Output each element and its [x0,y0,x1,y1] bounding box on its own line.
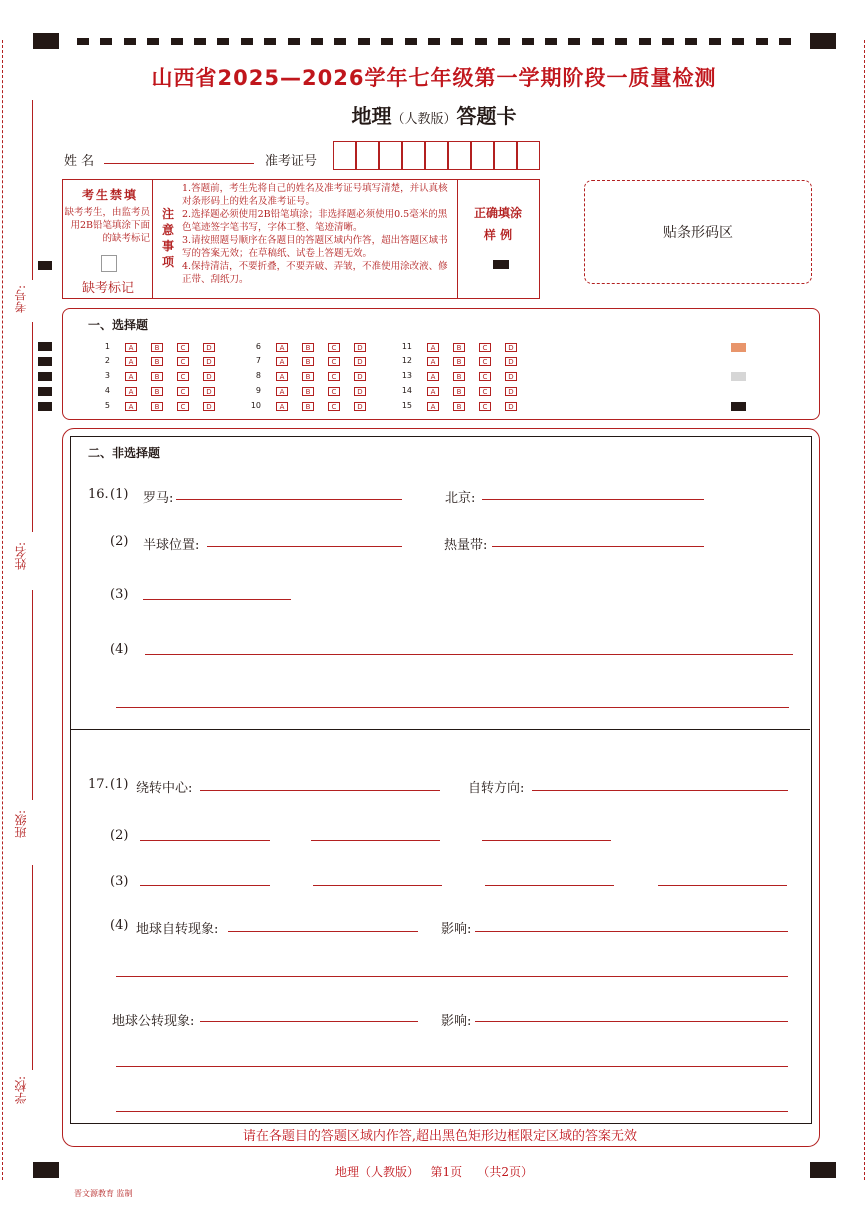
q16-rome-field[interactable] [176,499,402,500]
timing-mark [545,38,557,45]
timing-mark [475,38,487,45]
timing-mark [334,38,346,45]
option-bubble-d[interactable]: D [203,357,215,366]
section1-box [62,308,820,420]
id-cell[interactable] [333,141,356,170]
q17-center-label: 绕转中心: [136,781,193,796]
q16-part4-field[interactable] [145,654,793,655]
question-number: 12 [401,356,412,365]
notes-item: 2.选择题必须使用2B铅笔填涂；非选择题必须使用0.5毫米的黑色笔迹签字笔书写，字体工整、笔迹清晰。 [182,209,448,233]
option-bubble-b[interactable]: B [151,372,163,381]
name-field[interactable] [104,163,254,164]
option-bubble-b[interactable]: B [302,387,314,396]
timing-mark [428,38,440,45]
sample-subtitle: 样 例 [483,228,513,242]
question-number: 6 [255,342,261,351]
side-mark [38,261,52,270]
q17-revolution-field[interactable] [200,1021,418,1022]
option-bubble-b[interactable]: B [302,357,314,366]
black-mark [731,402,746,411]
notes-item: 1.答题前，考生先将自己的姓名及准考证号填写清楚，并认真核对条形码上的姓名及准考证号。 [182,183,448,207]
q16-part4-field[interactable] [116,707,789,708]
timing-mark [615,38,627,45]
option-bubble-b[interactable]: B [302,343,314,352]
side-label-name: 姓名: [14,542,28,571]
q17-part4: (4) [110,918,129,933]
option-bubble-d[interactable]: D [354,387,366,396]
option-bubble-d[interactable]: D [505,357,517,366]
timing-mark [124,38,136,45]
timing-mark [358,38,370,45]
option-bubble-a[interactable]: A [125,372,137,381]
option-bubble-d[interactable]: D [354,372,366,381]
option-bubble-b[interactable]: B [453,402,465,411]
gray-mark [731,372,746,381]
sample-title: 正确填涂 [473,206,522,220]
corner-mark-top-right [810,33,836,49]
question-number: 2 [104,356,110,365]
timing-mark [498,38,510,45]
q17-part1: (1) [110,777,129,792]
side-mark [38,372,52,381]
option-bubble-d[interactable]: D [505,372,517,381]
id-cell[interactable] [494,141,517,170]
timing-mark [756,38,768,45]
option-bubble-c[interactable]: C [479,402,491,411]
q16-part4: (4) [110,642,129,657]
q17-rotation-label: 地球自转现象: [136,922,219,937]
timing-mark [171,38,183,45]
q17-part2-field[interactable] [140,840,270,841]
id-cell[interactable] [402,141,425,170]
q16-rome-label: 罗马: [143,491,174,506]
timing-mark [241,38,253,45]
q17-center-field[interactable] [200,790,440,791]
option-bubble-a[interactable]: A [427,402,439,411]
question-number: 1 [104,342,110,351]
timing-mark [685,38,697,45]
option-bubble-b[interactable]: B [302,402,314,411]
timing-mark [451,38,463,45]
option-bubble-c[interactable]: C [479,343,491,352]
q16-part3: (3) [110,587,129,602]
option-bubble-c[interactable]: C [479,387,491,396]
name-label: 姓 名 [64,154,95,169]
option-bubble-c[interactable]: C [328,402,340,411]
option-bubble-a[interactable]: A [125,387,137,396]
q17-rotation-field[interactable] [228,931,418,932]
section1-title: 一、选择题 [88,318,149,332]
option-bubble-d[interactable]: D [354,402,366,411]
option-bubble-a[interactable]: A [427,387,439,396]
q17-part3: (3) [110,874,129,889]
question-number: 8 [255,371,261,380]
option-bubble-d[interactable]: D [505,387,517,396]
q16-beijing-label: 北京: [445,491,476,506]
q17-part2-field[interactable] [311,840,440,841]
q17-answer-line[interactable] [116,1066,788,1067]
option-bubble-c[interactable]: C [177,372,189,381]
option-bubble-d[interactable]: D [203,372,215,381]
q17-influence1-field[interactable] [475,931,788,932]
question-number: 5 [104,401,110,410]
question-number: 11 [401,342,412,351]
card-label: 答题卡 [456,104,517,128]
section-divider [71,729,810,730]
absent-mark-label: 缺考标记 [81,281,134,296]
absent-desc: 缺考考生，由监考员用2B铅笔填涂下面的缺考标记 [64,207,150,244]
timing-mark [288,38,300,45]
option-bubble-d[interactable]: D [354,357,366,366]
notes-item: 4.保持清洁，不要折叠，不要弄破、弄皱，不准使用涂改液、修正带、刮纸刀。 [182,261,448,285]
option-bubble-a[interactable]: A [125,402,137,411]
side-label-exam-no: 考号: [14,285,28,314]
timing-mark [217,38,229,45]
corner-mark-top-left [33,33,59,49]
q17-part3-field[interactable] [485,885,614,886]
timing-mark [77,38,89,45]
q16-hemisphere-field[interactable] [207,546,402,547]
q16-number: 16. [88,487,109,502]
option-bubble-a[interactable]: A [125,357,137,366]
subject-name: 地理 [351,104,392,128]
footer-page-info [0,1163,868,1180]
side-mark [38,357,52,366]
option-bubble-b[interactable]: B [453,372,465,381]
option-bubble-a[interactable]: A [276,343,288,352]
absent-checkbox[interactable] [101,255,117,272]
timing-mark [662,38,674,45]
option-bubble-c[interactable]: C [328,357,340,366]
timing-mark [311,38,323,45]
footer-credit: 晋文源教育 监制 [74,1189,133,1198]
timing-mark [100,38,112,45]
option-bubble-c[interactable]: C [177,343,189,352]
option-bubble-a[interactable]: A [125,343,137,352]
id-label: 准考证号 [265,154,318,169]
question-number: 13 [401,371,412,380]
option-bubble-a[interactable]: A [427,372,439,381]
q17-direction-field[interactable] [532,790,788,791]
option-bubble-c[interactable]: C [177,357,189,366]
timing-mark [639,38,651,45]
q17-influence1-label: 影响: [441,922,472,937]
option-bubble-b[interactable]: B [151,343,163,352]
edition-label: （人教版） [391,112,457,127]
timing-mark [779,38,791,45]
q16-part2: (2) [110,534,129,549]
timing-mark [147,38,159,45]
footer-subject: 地理（人教版） [334,1165,419,1179]
timing-mark [732,38,744,45]
q16-beijing-field[interactable] [482,499,704,500]
timing-mark [709,38,721,45]
question-number: 4 [104,386,110,395]
timing-mark [194,38,206,45]
sample-filled-mark [493,260,509,269]
question-number: 9 [255,386,261,395]
footer-total: （共2页） [477,1165,533,1179]
page-title: 山西省2025—2026学年七年级第一学期阶段一质量检测 [151,66,717,90]
option-bubble-a[interactable]: A [427,343,439,352]
side-label-class: 班级: [14,810,28,839]
option-bubble-a[interactable]: A [276,372,288,381]
question-number: 14 [401,386,412,395]
option-bubble-a[interactable]: A [427,357,439,366]
warning-text: 请在各题目的答题区域内作答,超出黑色矩形边框限定区域的答案无效 [242,1129,638,1144]
question-number: 10 [250,401,261,410]
q17-influence2-label: 影响: [441,1014,472,1029]
q16-part1: (1) [110,487,129,502]
timing-mark [522,38,534,45]
side-mark [38,402,52,411]
orange-mark [731,343,746,352]
id-cell[interactable] [517,141,540,170]
absent-title: 考生禁填 [81,188,138,202]
q17-part3-field[interactable] [313,885,442,886]
option-bubble-b[interactable]: B [151,357,163,366]
q17-number: 17. [88,777,109,792]
option-bubble-d[interactable]: D [505,402,517,411]
option-bubble-c[interactable]: C [328,387,340,396]
id-cell[interactable] [448,141,471,170]
option-bubble-c[interactable]: C [328,372,340,381]
option-bubble-c[interactable]: C [479,357,491,366]
q17-part3-field[interactable] [658,885,787,886]
side-mark [38,342,52,351]
q17-part3-field[interactable] [140,885,270,886]
option-bubble-d[interactable]: D [203,387,215,396]
option-bubble-d[interactable]: D [203,343,215,352]
footer-page: 第1页 [430,1165,463,1179]
option-bubble-c[interactable]: C [479,372,491,381]
q16-hemisphere-label: 半球位置: [143,538,200,553]
option-bubble-a[interactable]: A [276,402,288,411]
option-bubble-b[interactable]: B [453,357,465,366]
question-number: 7 [255,356,261,365]
timing-mark [592,38,604,45]
id-cell[interactable] [425,141,448,170]
notes-list [182,182,454,286]
timing-mark [405,38,417,45]
option-bubble-b[interactable]: B [453,387,465,396]
question-number: 3 [104,371,110,380]
timing-mark [381,38,393,45]
id-cell[interactable] [471,141,494,170]
timing-mark [568,38,580,45]
q17-part2: (2) [110,828,129,843]
id-cell[interactable] [356,141,379,170]
option-bubble-b[interactable]: B [453,343,465,352]
notes-item: 3.请按照题号顺序在各题目的答题区域内作答，超出答题区域书写的答案无效；在草稿纸、试卷上答题无效。 [182,235,448,259]
option-bubble-c[interactable]: C [328,343,340,352]
section2-title: 二、非选择题 [88,446,161,460]
q16-heatzone-field[interactable] [492,546,704,547]
timing-mark [264,38,276,45]
option-bubble-d[interactable]: D [203,402,215,411]
option-bubble-b[interactable]: B [151,402,163,411]
q17-part2-field[interactable] [482,840,611,841]
option-bubble-c[interactable]: C [177,387,189,396]
q17-direction-label: 自转方向: [468,781,525,796]
option-bubble-a[interactable]: A [276,357,288,366]
barcode-label: 贴条形码区 [663,225,733,241]
side-mark [38,387,52,396]
option-bubble-c[interactable]: C [177,402,189,411]
q16-heatzone-label: 热量带: [444,538,488,553]
q17-answer-line[interactable] [116,976,788,977]
q17-answer-line[interactable] [116,1111,788,1112]
q17-revolution-label: 地球公转现象: [112,1014,195,1029]
option-bubble-d[interactable]: D [354,343,366,352]
q17-influence2-field[interactable] [475,1021,788,1022]
option-bubble-d[interactable]: D [505,343,517,352]
side-label-school: 学校: [14,1076,28,1105]
option-bubble-a[interactable]: A [276,387,288,396]
option-bubble-b[interactable]: B [302,372,314,381]
option-bubble-b[interactable]: B [151,387,163,396]
id-cell[interactable] [379,141,402,170]
question-number: 15 [401,401,412,410]
notes-label: 注意事项 [162,207,175,269]
answer-card-title [0,100,868,129]
q16-part3-field[interactable] [143,599,291,600]
